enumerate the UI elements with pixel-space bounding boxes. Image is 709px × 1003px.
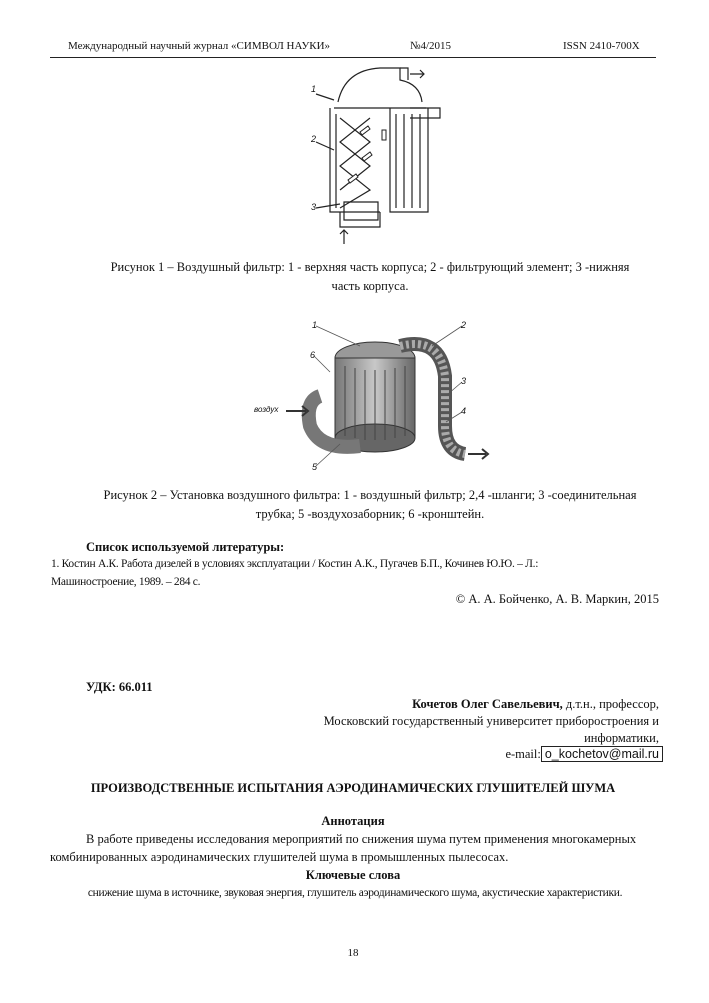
article-title: ПРОИЗВОДСТВЕННЫЕ ИСПЫТАНИЯ АЭРОДИНАМИЧЕСКИХ ГЛУШИТЕЛЕЙ ШУМА <box>90 781 616 795</box>
figure-1-label-1: 1 <box>311 84 317 94</box>
keywords-text: снижение шума в источнике, звуковая энергия, глушитель аэродинамического шума, акустические характеристики. <box>87 887 623 899</box>
author-degree: д.т.н., профессор, <box>562 697 659 711</box>
figure-2-label-3: 3 <box>461 376 467 386</box>
keywords-heading: Ключевые слова <box>305 868 401 882</box>
abstract-heading: Аннотация <box>321 814 385 828</box>
issn: ISSN 2410-700X <box>563 40 640 52</box>
figure-2-label-2: 2 <box>461 320 467 330</box>
journal-name: Международный научный журнал «СИМВОЛ НАУКИ» <box>68 40 331 52</box>
figure-1-caption-line-1: Рисунок 1 – Воздушный фильтр: 1 - верхняя часть корпуса; 2 - фильтрующий элемент; 3 -нижняя <box>110 260 630 274</box>
copyright: © А. А. Бойченко, А. В. Маркин, 2015 <box>455 592 659 606</box>
reference-item-1-line-2: Машиностроение, 1989. – 284 с. <box>51 576 201 588</box>
header-rule <box>50 57 656 58</box>
abstract-line-1: В работе приведены исследования мероприятий по снижения шума путем применения многокамерных <box>86 832 637 846</box>
figure-2-label-6: 6 <box>310 350 316 360</box>
figure-1-label-2: 2 <box>311 134 317 144</box>
figure-2-label-5: 5 <box>312 462 318 472</box>
figure-2-caption-line-2: трубка; 5 -воздухозаборник; 6 -кронштейн. <box>255 507 485 521</box>
figure-2-caption-line-1: Рисунок 2 – Установка воздушного фильтра: 1 - воздушный фильтр; 2,4 -шланги; 3 -соединительная <box>103 488 637 502</box>
references-title: Список используемой литературы: <box>86 540 285 554</box>
reference-item-1-line-1: 1. Костин А.К. Работа дизелей в условиях эксплуатации / Костин А.К., Пугачев Б.П., Кочинев Ю.Ю. – Л.: <box>51 558 539 570</box>
figure-2-installation-drawing <box>250 316 495 481</box>
issue-number: №4/2015 <box>410 40 452 52</box>
figure-2-label-4: 4 <box>461 406 467 416</box>
email-line <box>505 745 663 764</box>
author-name: Кочетов Олег Савельевич, <box>412 697 563 711</box>
affiliation-line-1: Московский государственный университет приборостроения и <box>323 714 659 728</box>
figure-1-label-3: 3 <box>311 202 317 212</box>
figure-2-air-label: воздух <box>254 405 279 414</box>
abstract-line-2: комбинированных аэродинамических глушителей шума в промышленных пылесосах. <box>50 850 509 864</box>
udk: УДК: 66.011 <box>86 680 153 694</box>
affiliation-line-2: информатики, <box>584 731 659 745</box>
figure-2-label-1: 1 <box>312 320 318 330</box>
email-prefix: e-mail: <box>505 747 541 761</box>
page-number: 18 <box>347 947 359 959</box>
figure-1-air-filter-drawing <box>300 62 450 247</box>
figure-1-caption-line-2: часть корпуса. <box>331 279 409 293</box>
email-link[interactable]: o_kochetov@mail.ru <box>541 746 663 762</box>
